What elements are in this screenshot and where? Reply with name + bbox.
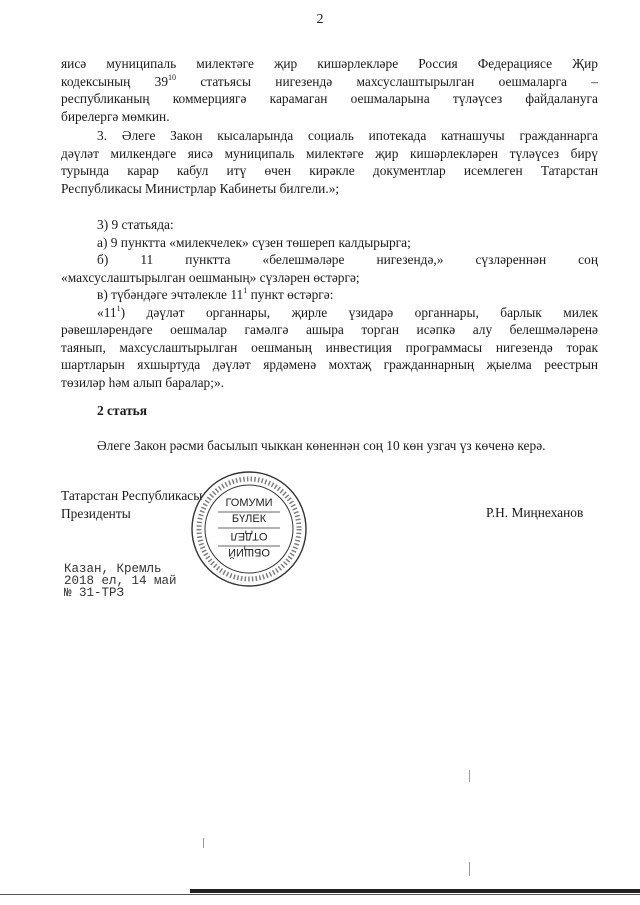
scan-mark <box>469 862 470 876</box>
text-line: республиканың коммерциягә карамаган оешмаларына түләүсез файдалануга <box>61 91 598 106</box>
text-line: дәүләт милкендәге яисә муниципаль милектәге җир кишәрлекләрен түләүсез бирү <box>61 145 598 161</box>
text-span: ) дәүләт органнары, җирле үзидарә органнары, барлык милек <box>120 304 598 320</box>
official-seal <box>190 470 308 588</box>
scan-mark <box>203 838 204 848</box>
text-line: бирелергә мөмкин. <box>61 108 170 124</box>
signature-title-line: Татарстан Республикасы <box>61 488 203 503</box>
text-line <box>61 304 598 322</box>
text-span: статьясы нигезендә махсуслаштырылган оешмаларга – <box>176 73 598 89</box>
scan-edge-bar <box>190 889 640 893</box>
superscript: 10 <box>168 72 177 82</box>
seal-text: БҮЛЕК <box>231 513 267 525</box>
date-line: 2018 ел, 14 май <box>64 574 177 588</box>
place-line: Казан, Кремль <box>64 562 162 576</box>
text-line: турында карар кабул итү өчен кирәкле документлар исемлеген Татарстан <box>61 163 598 178</box>
signature-title <box>61 487 202 522</box>
text-span: кодексының 39 <box>61 73 169 89</box>
text-line: яисә муниципаль милектәге җир кишәрлекләре Россия Федерациясе Җир <box>61 56 598 71</box>
text-line: төзиләр һәм алып баралар;». <box>61 374 224 390</box>
law-number-line: № 31-ТРЗ <box>64 586 125 600</box>
signature-title-line: Президенты <box>61 505 131 521</box>
paragraph-land-plots <box>61 55 598 125</box>
text-line: а) 9 пунктта «милекчелек» сүзен төшереп калдырырга; <box>97 234 411 250</box>
text-line <box>61 286 598 304</box>
article-2-heading: 2 статья <box>97 403 147 418</box>
text-line: шартларын яхшыртуда дәүләт ярдәменә мохтаҗ гражданнарның җыелма реестрын <box>61 357 598 372</box>
text-span: пункт өстәргә: <box>247 287 334 302</box>
superscript: 1 <box>116 303 121 313</box>
article-2-text: Әлеге Закон рәсми басылып чыккан көненнән соң 10 көн узгач үз көченә керә. <box>97 438 546 453</box>
text-line: «махсуслаштырылган оешманың» сүзләрен өстәргә; <box>61 269 360 285</box>
text-line <box>61 73 598 91</box>
text-line: рәвешләрендәге оешмалар гамәлгә ашыра торган исәпкә алу белешмәләренә <box>61 322 598 337</box>
superscript: 1 <box>243 286 248 295</box>
scan-mark <box>469 770 470 782</box>
seal-text: ОБЩИЙ <box>228 546 270 558</box>
text-line: Республикасы Министрлар Кабинеты билгели.»; <box>61 180 340 196</box>
seal-text: ОТДЕЛ <box>230 530 268 542</box>
text-line: 3) 9 статьяда: <box>97 217 174 232</box>
text-span: «11 <box>97 304 117 320</box>
signatory-name: Р.Н. Миңнеханов <box>486 505 584 520</box>
paragraph-social-mortgage <box>61 127 598 197</box>
text-line: б) 11 пунктта «белешмәләре нигезендә,» сүзләреннән соң <box>97 252 598 267</box>
text-line: таянып, махсуслаштырылган оешманың инвестиция программасы нигезендә торак <box>61 339 598 355</box>
seal-graphic <box>190 470 308 588</box>
text-line: 3. Әлеге Закон кысаларында социаль ипотекада катнашучы гражданнарга <box>97 128 598 143</box>
paragraph-article-9 <box>61 216 598 391</box>
text-span: в) түбәндәге эчтәлекле 11 <box>97 287 244 302</box>
page-number: 2 <box>316 12 324 27</box>
seal-text: ГОМУМИ <box>225 497 273 509</box>
scan-edge-line <box>0 894 640 895</box>
